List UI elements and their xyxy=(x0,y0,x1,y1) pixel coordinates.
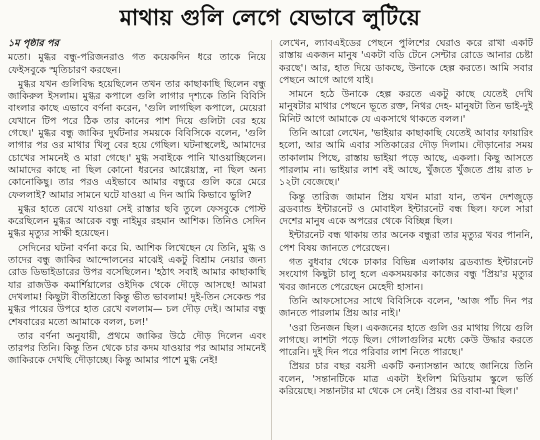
paragraph: তিনি আফসোসের সাথে বিবিসিকে বলেন, 'আজ পাঁচ দিন পর জানতে পারলাম প্রিয় আর নাই।' xyxy=(279,295,533,320)
paragraph: কিন্তু তারিজ জামান প্রিয় যখন মারা যান, তখন দেশজুড়ে ব্রডব্যান্ড ইন্টারনেট ও মোবাইল ইন্টারনেট বন্ধ ছিল। ফলে সারা দেশের মানুষ একে অপরের থেকে বিচ্ছিন্ন ছিল। xyxy=(279,191,533,228)
paragraph: ইন্টারনেট বন্ধ থাকায় তার অনেক বন্ধুরা তার মৃত্যুর খবর পাননি, পেশ বিষয় জানতে পেরেছেন। xyxy=(279,230,533,254)
paragraph: সেদিনের ঘটনা বর্ণনা করে মি. আশিক লিখেছেন যে তিনি, মুগ্ধ ও তাদের বন্ধু জাকির আন্দোলনের মাঝেই একটু বিশ্রাম নেয়ার জন্য রোড ডিভাইডারের উপর বসেছিলেন। 'হঠাৎ সবাই আমার কাছাকাছি যার রাজউক কমার্শিয়ালের ওইদিক থেকে দৌড়ে আসছে! আমরা দেখলাম! কিছুটা বীতশ্রিতো কিন্তু ভীত ভাবলাম! দুই-তিন সেকেন্ড পর মুগ্ধর পায়ের উপরে হাত রেখে বললাম— চল দৌড় দেই। আমার বন্ধু শেষবারের মতো আমাকে বলল, চল!' xyxy=(8,242,266,328)
paragraph: তিনি আরো লেখেন, 'ভাইয়ার কাছাকাছি যেতেই আবার ফায়ারিং হলো, আর আমি এবার সতিকারের দৌড় দিলাম। দৌড়ানোর সময় তাকালাম পিছে, রাস্তায় ভাইয়া পড়ে আছে, একলা। কিছু আসতে পারলাম না। ভাইয়ার লাশ বই আছে, খুঁজতে খুঁজতে প্রায় রাত ৮ ১২টা বেজেছে।' xyxy=(279,128,533,189)
paragraph: মুগ্ধর যখন গুলিবিদ্ধ হয়েছিলেন তখন তার কাছাকাছি ছিলেন বন্ধু জাকিরুল ইসলাম। মুগ্ধর কপালে গুলি লাগার দৃশ্যকে তিনি বিবিসি বাংলার কাছে এভাবে বর্ণনা করেন, 'গুলি লাগছিল কপালে, মেয়েরা যেখানে টিপ পরে ঠিক তার কানের পাশ দিয়ে গুলিটা বের হয়ে গেছে।' মুগ্ধর বন্ধু জাকির দুর্ঘটনার সময়কে বিবিসিকে বলেন, 'গুলি লাগার পর ওর মাথার খিলু বের হয়ে গেছিল। ঘটনাস্থলেই, আমাদের চোখের সামনেই ও মারা গেছে।' মুগ্ধ সবাইকে পানি খাওয়াচ্ছিলেন। আমাদের কাছে না ছিল কোনো ধরনের আগ্নেয়াস্ত্র, না ছিল অন্য কোনোকিছু। তার পরও এইভাবে আমার বন্ধুরে গুলি করে মেরে ফেললাই? আমার সামনে ঘটে যাওয়া এ দিন আমি কিভাবে ভুলি? xyxy=(8,78,266,201)
headline: মাথায় গুলি লেগে যেভাবে লুটিয়ে xyxy=(119,6,421,31)
right-column xyxy=(279,38,533,440)
paragraph: মতো। মুগ্ধর বন্ধু-পরিজনরাও গত কয়েকদিন ধরে তাকে নিয়ে ফেইসবুকে স্মৃতিচারণ করছেন। xyxy=(8,52,266,76)
paragraph: তার বর্ণনা অনুযায়ী, প্রথমে জাকির উঠে দৌড় দিলেন এবং তারপর তিনি। কিন্তু তিন থেকে চার কদম যাওয়ার পর আমার সামনেই জাকিরকে দেখছি দৌড়াচ্ছে। কিন্তু আমার পাশে মুগ্ধ নেই! xyxy=(8,330,266,367)
paragraph: মুগ্ধর হাতে রেখে যাওয়া সেই রাস্তার ছবি তুলে ফেসবুকে পোস্ট করেছিলেন মুগ্ধর আরেক বন্ধু নাইমুর রহমান আশিক। তিনিও সেদিন মুগ্ধর মৃত্যুর সাক্ষী হয়েছেন। xyxy=(8,203,266,240)
paragraph: প্রিয়র চার বছর বয়সী একটি কন্যাসন্তান আছে জানিয়ে তিনি বলেন, 'সন্তানটিকে মাত্র একটা ইংলিশ মিডিয়াম স্কুলে ভর্তি করিয়েছে। সন্তানটার মা থেকে সে নেই। প্রিয়র ওর বাবা-মা ছিল।' xyxy=(279,361,533,398)
paragraph: লেখেন, ল্যাবএইডের পেছনে পুলিশের ঘেরাও করে রাখা একটি রাস্তায় একজন মানুষ 'একটা বডি টেনে সেন্টার রোডে আনার চেষ্টা করছে'। আর, হাত দিয়ে ডাকছে, উনাকে হেল্প করতে। আমি সবার পেছনে আগে আগে যাই। xyxy=(279,38,533,86)
continued-from-label: ১ম পৃষ্ঠার পর xyxy=(8,38,59,49)
left-column xyxy=(8,38,266,440)
paragraph: 'ওরা তিনজন ছিল। একজনের হাতে গুলি ওর মাথায় গিয়ে গুলি লাগছে। লাশটা পড়ে ছিল। গোলাগুলির মধ্যে কেউ উদ্ধার করতে পারেনি। দুই দিন পরে পরিবার লাশ নিতে পারছে।' xyxy=(279,322,533,359)
paragraph: সামনে হঠে উনাকে হেল্প করতে একটু কাছে যেতেই দেখি মানুষটার মাথার পেছনে ভূতে রক্ত, নিথর দেহ- মানুষটা তিন ভাই-দুই মিনিট আগে আমাকে যে একসাথে থাকতে বলল।' xyxy=(279,89,533,125)
paragraph: গত বুধবার থেকে ঢাকার বিভিন্ন এলাকায় ব্রডব্যান্ড ইন্টারনেট সংযোগ কিছুটা চালু হলে একসময়কার কাজের বন্ধু 'প্রিয়'র মৃত্যুর খবর জানতে পেরেছেন মেহেদী হাসান। xyxy=(279,257,533,293)
column-divider xyxy=(271,40,272,440)
